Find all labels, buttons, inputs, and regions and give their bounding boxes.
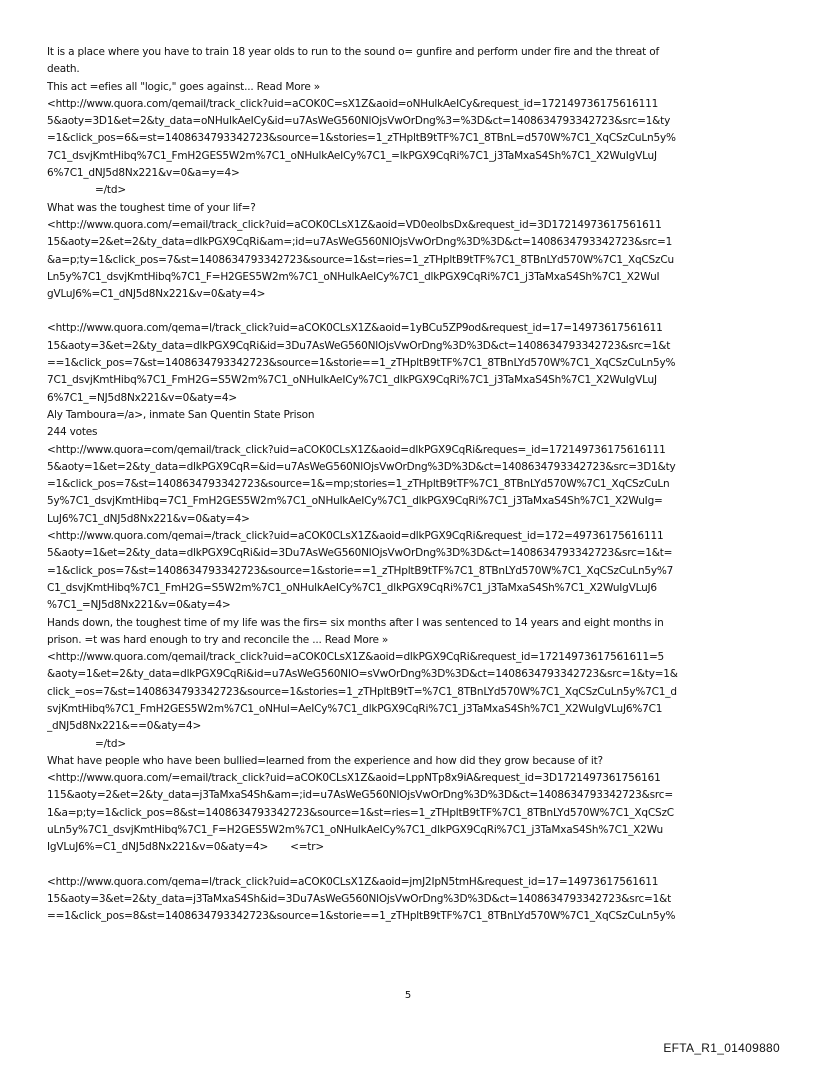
link-line[interactable]: &aoty=1&et=2&ty_data=dlkPGX9CqRi&id=u7AsWeG560NlO=sVwOrDng%3D%3D&ct=1408634793342723&src=1&ty=1& [47,668,678,681]
link-line[interactable]: 1&a=p;ty=1&click_pos=8&st=1408634793342723&source=1&st=ries=1_zTHpltB9tTF%7C1_8TBnLYd570W%7C1_XqCSzC [47,806,674,819]
bates-stamp: EFTA_R1_01409880 [663,1041,780,1055]
link-line[interactable]: 5&aoty=3D1&et=2&ty_data=oNHulkAeICy&id=u7AsWeG560NlOjsVwOrDng%3=%3D&ct=1408634793342723&src=1&ty [47,115,671,128]
link-line[interactable]: 15&aoty=3&et=2&ty_data=dlkPGX9CqRi&id=3Du7AsWeG560NlOjsVwOrDng%3D%3D&ct=1408634793342723&src=1&t [47,339,671,352]
link-line[interactable]: ==1&click_pos=7&st=1408634793342723&source=1&storie==1_zTHpltB9tTF%7C1_8TBnLYd570W%7C1_XqCSzCuLn5y% [47,357,676,370]
link-line[interactable]: gVLuJ6%=C1_dNJ5d8Nx221&v=0&aty=4> [47,288,266,301]
text-line: It is a place where you have to train 18 year olds to run to the sound o= gunfire and perform under fire and the threat of [47,46,659,58]
link-line[interactable]: 7C1_dsvjKmtHibq%7C1_FmH2GES5W2m%7C1_oNHulkAeICy%7C1_=lkPGX9CqRi%7C1_j3TaMxaS4Sh%7C1_X2WuIgVLuJ [47,149,657,162]
link-line[interactable]: 5y%7C1_dsvjKmtHibq=7C1_FmH2GES5W2m%7C1_oNHulkAeICy%7C1_dlkPGX9CqRi%7C1_j3TaMxaS4Sh%7C1_X2WuIg= [47,495,663,508]
page-number: 5 [404,990,412,1001]
link-line[interactable]: =1&click_pos=7&st=1408634793342723&source=1&=mp;stories=1_zTHpltB9tTF%7C1_8TBnLYd570W%7C1_XqCSzCuLn [47,478,670,491]
link-line[interactable]: <http://www.quora=com/qemail/track_click?uid=aCOK0CLsX1Z&aoid=dlkPGX9CqRi&reques=_id=172149736175616111 [47,443,666,456]
link-line[interactable]: LuJ6%7C1_dNJ5d8Nx221&v=0&aty=4> [47,512,250,525]
link-line[interactable]: uLn5y%7C1_dsvjKmtHibq%7C1_F=H2GES5W2m%7C1_oNHulkAeICy%7C1_dlkPGX9CqRi%7C1_j3TaMxaS4Sh%7C1_X2Wu [47,824,663,837]
blank-line [47,303,775,320]
html-fragment: =/td> [95,737,126,750]
link-line[interactable]: 115&aoty=2&et=2&ty_data=j3TaMxaS4Sh&am=;id=u7AsWeG560NlOjsVwOrDng%3D%3D&ct=1408634793342723&src= [47,789,673,802]
link-line[interactable]: Ln5y%7C1_dsvjKmtHibq%7C1_F=H2GES5W2m%7C1_oNHulkAeICy%7C1_dlkPGX9CqRi%7C1_j3TaMxaS4Sh%7C1_X2WuI [47,270,660,283]
link-line[interactable]: _dNJ5d8Nx221&==0&aty=4> [47,720,202,733]
blank-line [47,857,775,874]
question-title: What was the toughest time of your lif=? [47,201,256,214]
link-line[interactable]: 6%7C1_=NJ5d8Nx221&v=0&aty=4> [47,391,237,404]
link-line[interactable]: &a=p;ty=1&click_pos=7&st=1408634793342723&source=1&st=ries=1_zTHpltB9tTF%7C1_8TBnLYd570W%7C1_XqCSzCu [47,253,674,266]
link-line[interactable]: <http://www.quora.com/qemai=/track_click?uid=aCOK0CLsX1Z&aoid=dlkPGX9CqRi&request_id=172=49736175616111 [47,530,664,543]
link-line[interactable]: ==1&click_pos=8&st=1408634793342723&source=1&storie==1_zTHpltB9tTF%7C1_8TBnLYd570W%7C1_XqCSzCuLn5y% [47,910,676,923]
link-line[interactable]: 15&aoty=3&et=2&ty_data=j3TaMxaS4Sh&id=3Du7AsWeG560NlOjsVwOrDng%3D%3D&ct=1408634793342723&src=1&t [47,892,672,905]
vote-count: 244 votes [47,426,98,439]
link-line[interactable]: <http://www.quora.com/qemail/track_click?uid=aCOK0C=sX1Z&aoid=oNHulkAeICy&request_id=172149736175616111 [47,97,659,110]
answer-text: prison. =t was hard enough to try and reconcile the ... Read More » [47,633,389,646]
answer-text: Hands down, the toughest time of my life was the firs= six months after I was sentenced to 14 years and eight months in [47,616,664,629]
document-body [47,44,775,926]
text-line: This act =efies all "logic," goes against... Read More » [47,80,320,93]
link-line[interactable]: 6%7C1_dNJ5d8Nx221&v=0&a=y=4> [47,167,240,180]
question-title: What have people who have been bullied=learned from the experience and how did they grow because of it? [47,754,603,767]
link-line[interactable]: 5&aoty=1&et=2&ty_data=dlkPGX9CqRi&id=3Du7AsWeG560NlOjsVwOrDng%3D%3D&ct=1408634793342723&src=1&t= [47,547,673,560]
link-line[interactable]: %7C1_=NJ5d8Nx221&v=0&aty=4> [47,599,231,612]
link-line[interactable]: <http://www.quora.com/=email/track_click?uid=aCOK0CLsX1Z&aoid=LppNTp8x9iA&request_id=3D1721497361756161 [47,772,661,785]
link-line[interactable]: <http://www.quora.com/qemail/track_click?uid=aCOK0CLsX1Z&aoid=dlkPGX9CqRi&request_id=17214973617561611=5 [47,651,665,664]
link-line[interactable]: 5&aoty=1&et=2&ty_data=dlkPGX9CqR=&id=u7AsWeG560NlOjsVwOrDng%3D%3D&ct=1408634793342723&src=3D1&ty [47,460,676,473]
link-line[interactable]: C1_dsvjKmtHibq%7C1_FmH2G=S5W2m%7C1_oNHulkAeICy%7C1_dlkPGX9CqRi%7C1_j3TaMxaS4Sh%7C1_X2WuIgVLuJ6 [47,581,657,594]
link-line[interactable]: 7C1_dsvjKmtHibq%7C1_FmH2G=S5W2m%7C1_oNHulkAeICy%7C1_dlkPGX9CqRi%7C1_j3TaMxaS4Sh%7C1_X2WuIgVLuJ [47,374,657,387]
link-line[interactable]: 15&aoty=2&et=2&ty_data=dlkPGX9CqRi&am=;id=u7AsWeG560NlOjsVwOrDng%3D%3D&ct=1408634793342723&src=1 [47,236,673,249]
link-line[interactable]: click_=os=7&st=1408634793342723&source=1&stories=1_zTHpltB9tT=%7C1_8TBnLYd570W%7C1_XqCSzCuLn5y%7C1_d [47,685,677,698]
author-line: Aly Tamboura=/a>, inmate San Quentin State Prison [47,408,315,421]
link-line[interactable]: <http://www.quora.com/qema=l/track_click?uid=aCOK0CLsX1Z&aoid=1yBCu5ZP9od&request_id=17=14973617561611 [47,322,663,335]
text-line: death. [47,63,80,76]
link-line[interactable]: =1&click_pos=6&=st=1408634793342723&source=1&stories=1_zTHpltB9tTF%7C1_8TBnL=d570W%7C1_XqCSzCuLn5y% [47,132,676,145]
html-fragment: =/td> [95,184,126,197]
link-line[interactable]: <http://www.quora.com/qema=l/track_click?uid=aCOK0CLsX1Z&aoid=jmJ2IpN5tmH&request_id=17=14973617561611 [47,875,659,888]
link-line[interactable]: <http://www.quora.com/=email/track_click?uid=aCOK0CLsX1Z&aoid=VD0eolbsDx&request_id=3D17214973617561611 [47,218,662,231]
link-line[interactable]: IgVLuJ6%=C1_dNJ5d8Nx221&v=0&aty=4> <=tr> [47,841,324,854]
link-line[interactable]: =1&click_pos=7&st=1408634793342723&source=1&storie==1_zTHpltB9tTF%7C1_8TBnLYd570W%7C1_XqCSzCuLn5y%7 [47,564,674,577]
link-line[interactable]: svjKmtHibq%7C1_FmH2GES5W2m%7C1_oNHul=AeICy%7C1_dlkPGX9CqRi%7C1_j3TaMxaS4Sh%7C1_X2WuIgVLuJ6%7C1 [47,702,663,715]
